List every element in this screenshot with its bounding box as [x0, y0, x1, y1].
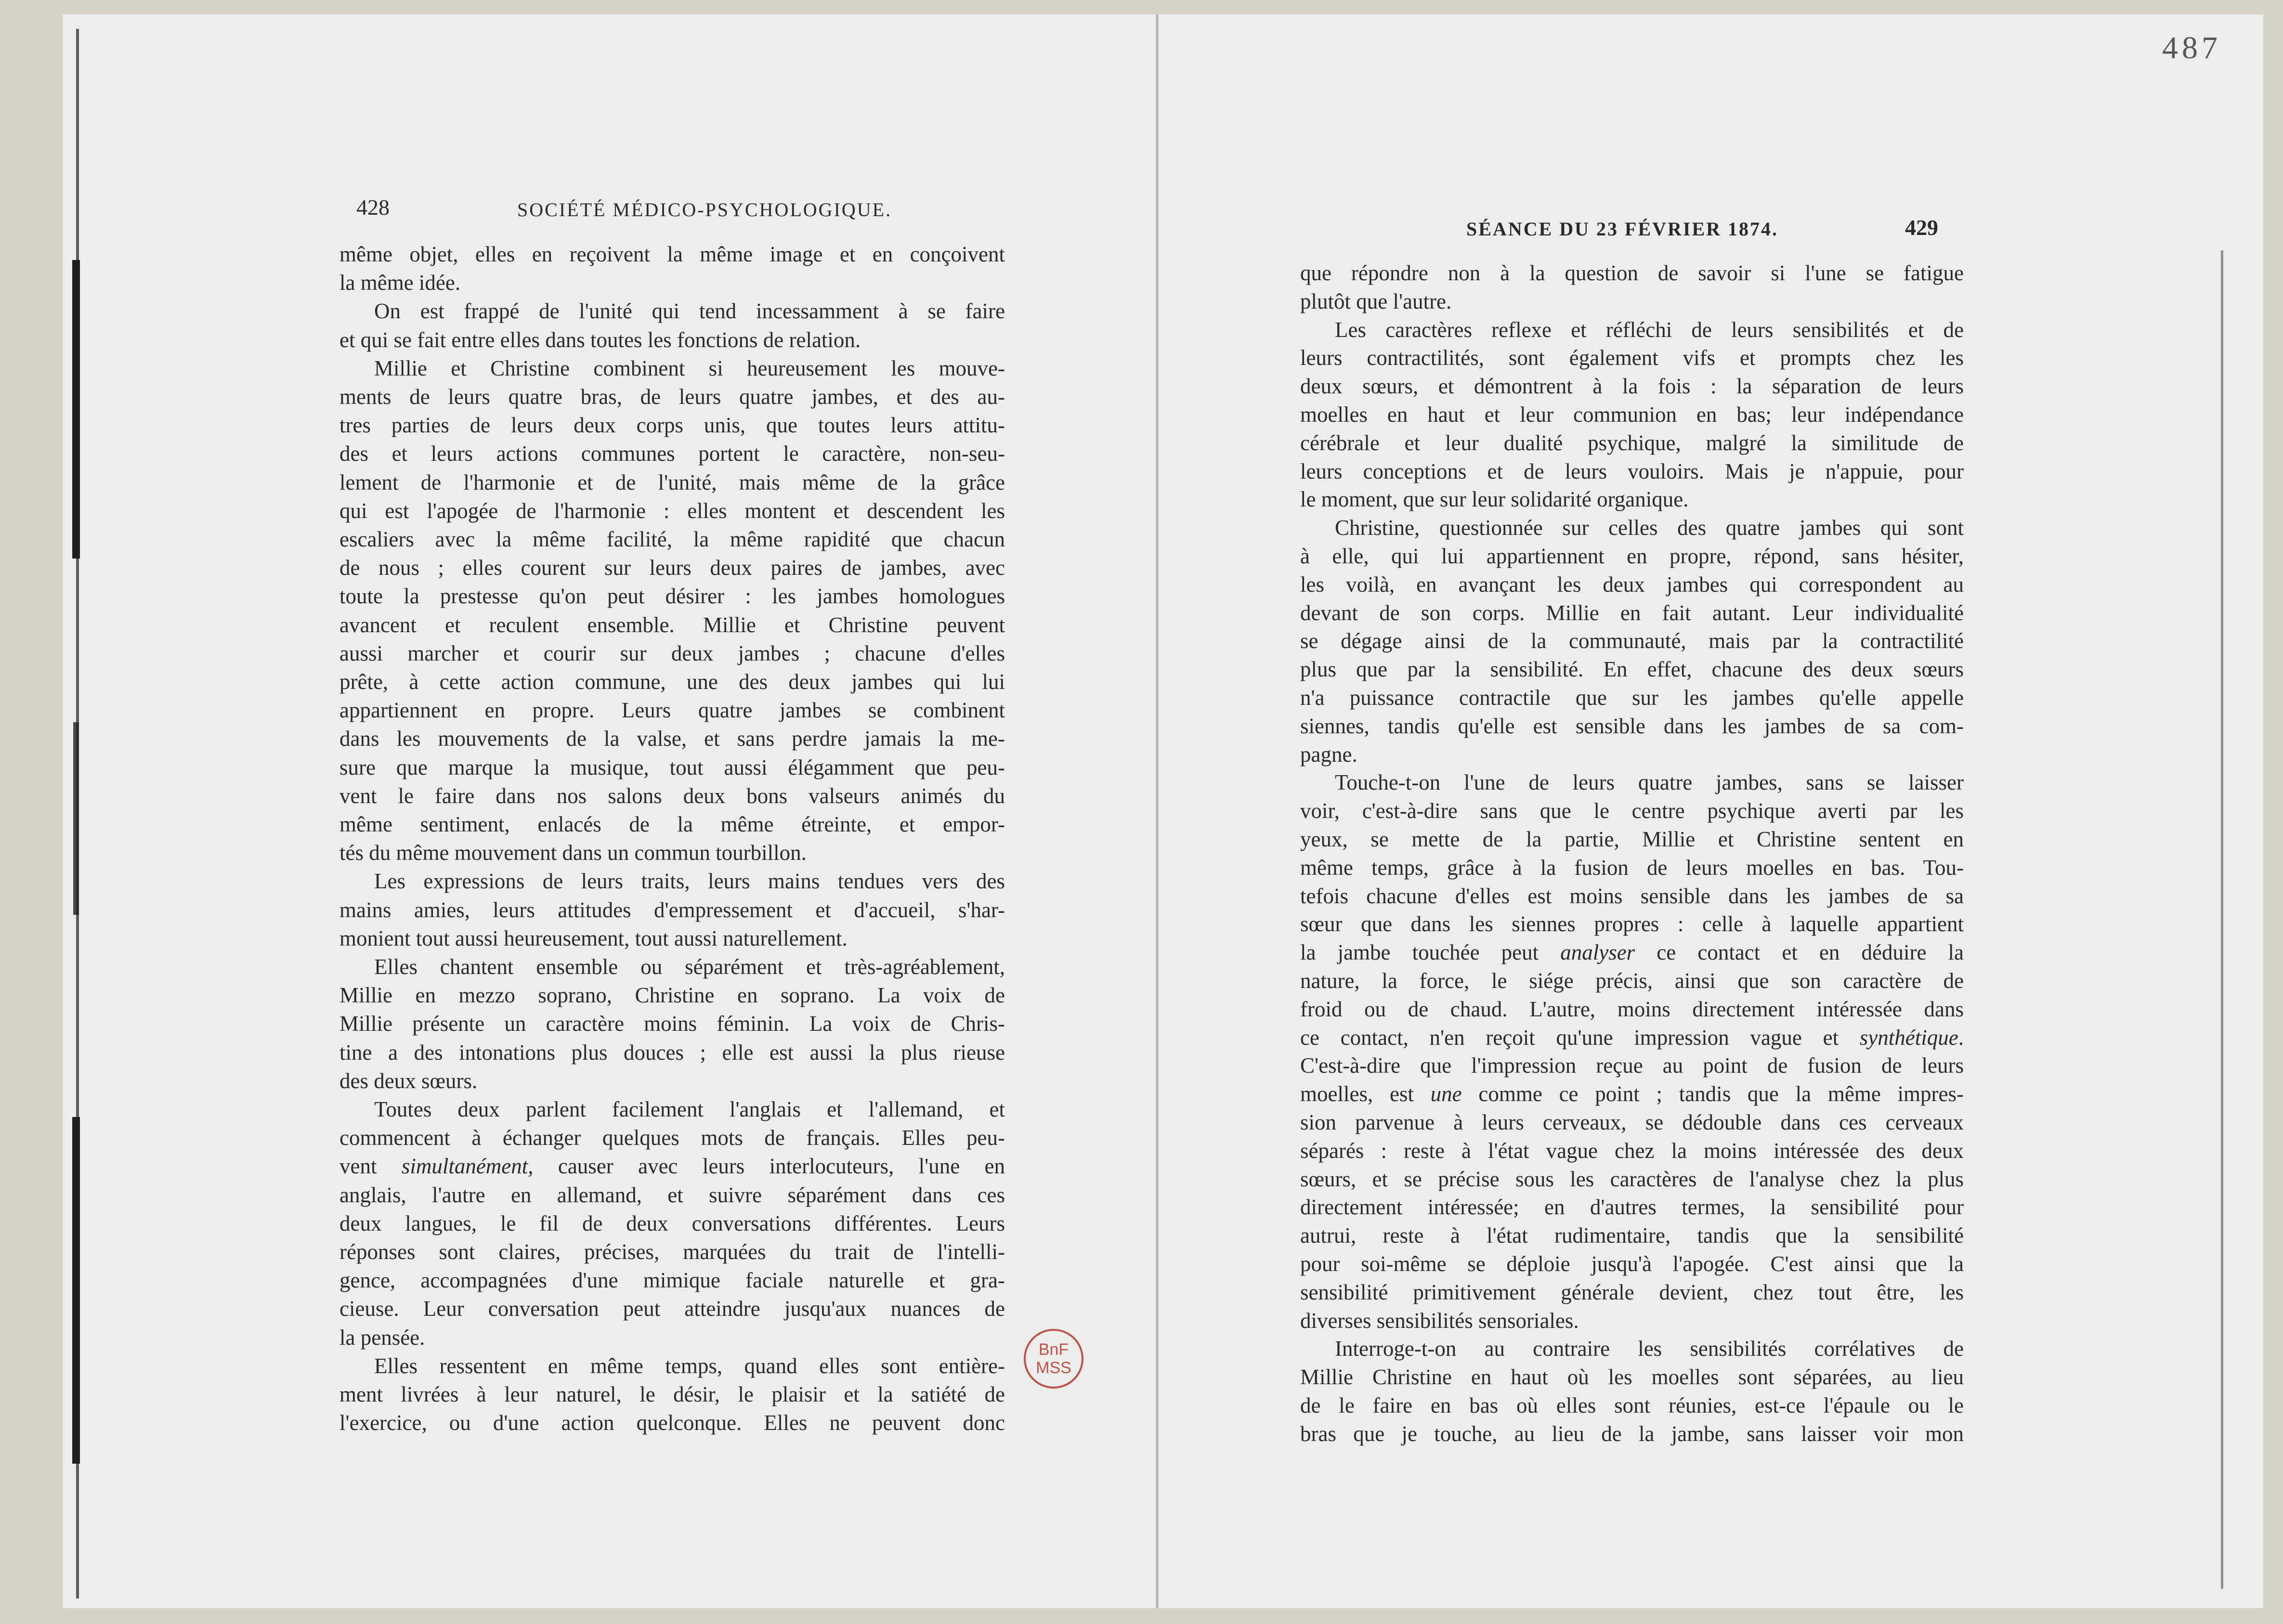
text-line: qui est l'apogée de l'harmonie : elles montent et descendent les — [339, 498, 1005, 523]
text-line: appartiennent en propre. Leurs quatre jambes se combinent — [339, 698, 1005, 723]
text-line: le moment, que sur leur solidarité organique. — [1300, 487, 1689, 512]
text-segment: moelles, est — [1300, 1082, 1431, 1106]
text-line: leurs contractilités, sont également vifs et prompts chez les — [1300, 346, 1964, 370]
right-running-head: SÉANCE DU 23 FÉVRIER 1874. — [1466, 218, 1779, 240]
text-line: Elles chantent ensemble ou séparément et très-agréablement, — [374, 955, 1005, 979]
text-line: des et leurs actions communes portent le caractère, non-seu- — [339, 442, 1005, 466]
scan-edge-artifact — [73, 722, 79, 915]
text-line: Millie en mezzo soprano, Christine en soprano. La voix de — [339, 983, 1005, 1008]
text-line: moelles en haut et leur communion en bas; leur indépendance — [1300, 403, 1964, 427]
text-line: séparés : reste à l'état vague chez la moins intéressée des deux — [1300, 1138, 1964, 1163]
text-line: Millie et Christine combinent si heureusement les mouve- — [374, 356, 1005, 380]
text-line: même objet, elles en reçoivent la même image et en conçoivent — [339, 242, 1005, 266]
text-segment: vent — [339, 1154, 402, 1179]
text-line: diverses sensibilités sensoriales. — [1300, 1308, 1579, 1333]
text-line: pagne. — [1300, 742, 1357, 767]
text-line: monient tout aussi heureusement, tout aussi naturellement. — [339, 926, 848, 950]
text-line: ments de leurs quatre bras, de leurs quatre jambes, et des au- — [339, 385, 1005, 409]
text-line: deux sœurs, et démontrent à la fois : la séparation de leurs — [1300, 374, 1964, 399]
text-line: et qui se fait entre elles dans toutes les fonctions de relation. — [339, 327, 861, 352]
right-page-number: 429 — [1905, 215, 1938, 240]
italic-text: simultanément — [401, 1154, 528, 1179]
text-line: de nous ; elles courent sur leurs deux paires de jambes, avec — [339, 556, 1005, 580]
text-line: tés du même mouvement dans un commun tourbillon. — [339, 841, 807, 865]
text-line: sion parvenue à leurs cerveaux, se dédouble dans ces cerveaux — [1300, 1110, 1964, 1134]
text-line: tine a des intonations plus douces ; elle est aussi la plus rieuse — [339, 1040, 1005, 1065]
text-line: plutôt que l'autre. — [1300, 289, 1452, 313]
text-segment: . — [1958, 1025, 1964, 1050]
text-line — [339, 1156, 1005, 1177]
text-segment: ce contact et en déduire la — [1635, 940, 1964, 965]
text-line: ment livrées à leur naturel, le désir, le plaisir et la satiété de — [339, 1382, 1005, 1406]
text-line: anglais, l'autre en allemand, et suivre séparément dans ces — [339, 1182, 1005, 1207]
text-segment: comme ce point ; tandis que la même impres- — [1461, 1082, 1964, 1106]
text-line: Interroge-t-on au contraire les sensibilités corrélatives de — [1335, 1337, 1964, 1361]
library-stamp — [1024, 1329, 1083, 1389]
stamp-line: BnF — [1038, 1340, 1069, 1359]
italic-text: synthétique — [1859, 1025, 1958, 1050]
text-line: des deux sœurs. — [339, 1068, 478, 1093]
text-line: à elle, qui lui appartiennent en propre, répond, sans hésiter, — [1300, 544, 1964, 568]
text-line: vent le faire dans nos salons deux bons valseurs animés du — [339, 783, 1005, 808]
text-line: dans les mouvements de la valse, et sans perdre jamais la me- — [339, 727, 1005, 751]
text-line — [1300, 1083, 1964, 1105]
text-line: Millie Christine en haut où les moelles sont séparées, au lieu — [1300, 1365, 1964, 1390]
text-line: la pensée. — [339, 1325, 425, 1350]
text-line: se dégage ainsi de la communauté, mais par la contractilité — [1300, 629, 1964, 653]
italic-text: une — [1430, 1082, 1462, 1106]
text-line: directement intéressée; en d'autres termes, la sensibilité pour — [1300, 1195, 1964, 1220]
scan-edge-artifact — [72, 1117, 80, 1464]
text-line: deux langues, le fil de deux conversations différentes. Leurs — [339, 1211, 1005, 1235]
folio-number: 487 — [2162, 30, 2221, 65]
text-line: sœurs, et se précise sous les caractères de l'analyse chez la plus — [1300, 1167, 1964, 1191]
text-line: gence, accompagnées d'une mimique faciale naturelle et gra- — [339, 1268, 1005, 1293]
text-line: prête, à cette action commune, une des deux jambes qui lui — [339, 670, 1005, 694]
text-line: Les expressions de leurs traits, leurs mains tendues vers des — [374, 869, 1005, 894]
text-line — [1300, 1027, 1964, 1049]
text-line: autrui, reste à l'état rudimentaire, tandis que la sensibilité — [1300, 1223, 1964, 1248]
text-segment: , causer avec leurs interlocuteurs, l'une en — [528, 1154, 1005, 1179]
text-line: tefois chacune d'elles est moins sensible dans les jambes de sa — [1300, 883, 1964, 908]
text-line: pour soi-même se déploie jusqu'à l'apogée. C'est ainsi que la — [1300, 1252, 1964, 1276]
text-line: Millie présente un caractère moins féminin. La voix de Chris- — [339, 1012, 1005, 1036]
text-segment: la jambe touchée peut — [1300, 940, 1561, 965]
text-line: que répondre non à la question de savoir si l'une se fatigue — [1300, 261, 1964, 285]
text-line: de le faire en bas où elles sont réunies, est-ce l'épaule ou le — [1300, 1393, 1964, 1417]
left-running-head: SOCIÉTÉ MÉDICO-PSYCHOLOGIQUE. — [517, 199, 892, 221]
text-line: On est frappé de l'unité qui tend incessamment à se faire — [374, 299, 1005, 324]
text-line: sœur que dans les siennes propres : celle à laquelle appartient — [1300, 912, 1964, 936]
text-line: Christine, questionnée sur celles des quatre jambes qui sont — [1335, 516, 1964, 540]
text-line: plus que par la sensibilité. En effet, chacune des deux sœurs — [1300, 657, 1964, 682]
left-page-number: 428 — [356, 195, 390, 220]
text-line: la même idée. — [339, 271, 461, 295]
text-line: nature, la force, le siége précis, ainsi que son caractère de — [1300, 969, 1964, 993]
text-line: Touche-t-on l'une de leurs quatre jambes, sans se laisser — [1335, 770, 1964, 795]
text-segment: ce contact, n'en reçoit qu'une impression vague et — [1300, 1025, 1860, 1050]
text-line: siennes, tandis qu'elle est sensible dans les jambes de sa com- — [1300, 714, 1964, 738]
text-line: devant de son corps. Millie en fait autant. Leur individualité — [1300, 600, 1964, 625]
text-line: toute la prestesse qu'on peut désirer : les jambes homologues — [339, 584, 1005, 609]
text-line: même temps, grâce à la fusion de leurs moelles en bas. Tou- — [1300, 855, 1964, 880]
text-line: bras que je touche, au lieu de la jambe, sans laisser voir mon — [1300, 1421, 1964, 1446]
text-line: yeux, se mette de la partie, Millie et Christine sentent en — [1300, 827, 1964, 851]
text-line: sure que marque la musique, tout aussi élégamment que peu- — [339, 755, 1005, 780]
text-line: cérébrale et leur dualité psychique, malgré la similitude de — [1300, 430, 1964, 455]
text-line: sensibilité primitivement générale devient, chez tout être, les — [1300, 1280, 1964, 1304]
text-line: C'est-à-dire que l'impression reçue au point de fusion de leurs — [1300, 1053, 1964, 1078]
text-line — [1300, 942, 1964, 963]
text-line: escaliers avec la même facilité, la même rapidité que chacun — [339, 527, 1005, 551]
text-line: Les caractères reflexe et réfléchi de leurs sensibilités et de — [1335, 317, 1964, 342]
text-line: avancent et reculent ensemble. Millie et Christine peuvent — [339, 612, 1005, 637]
stamp-line: MSS — [1036, 1359, 1071, 1377]
text-line: lement de l'harmonie et de l'unité, mais même de la grâce — [339, 470, 1005, 494]
center-fold — [1156, 14, 1159, 1608]
text-line: cieuse. Leur conversation peut atteindre jusqu'aux nuances de — [339, 1297, 1005, 1321]
text-line: aussi marcher et courir sur deux jambes ; chacune d'elles — [339, 641, 1005, 665]
text-line: même sentiment, enlacés de la même étreinte, et empor- — [339, 812, 1005, 836]
scan-edge-artifact — [2221, 250, 2223, 1589]
text-line: Toutes deux parlent facilement l'anglais et l'allemand, et — [374, 1097, 1005, 1121]
scan-edge-artifact — [72, 260, 80, 559]
text-line: mains amies, leurs attitudes d'empressement et d'accueil, s'har- — [339, 897, 1005, 922]
text-line: froid ou de chaud. L'autre, moins directement intéressée dans — [1300, 997, 1964, 1021]
text-line: tres parties de leurs deux corps unis, que toutes leurs attitu- — [339, 413, 1005, 438]
text-line: leurs conceptions et de leurs vouloirs. Mais je n'appuie, pour — [1300, 459, 1964, 483]
text-line: les voilà, en avançant les deux jambes qui correspondent au — [1300, 572, 1964, 597]
text-line: n'a puissance contractile que sur les jambes qu'elle appelle — [1300, 686, 1964, 710]
text-line: Elles ressentent en même temps, quand elles sont entière- — [374, 1353, 1005, 1378]
italic-text: analyser — [1560, 940, 1635, 965]
text-line: commencent à échanger quelques mots de français. Elles peu- — [339, 1126, 1005, 1150]
text-line: réponses sont claires, précises, marquées du trait de l'intelli- — [339, 1240, 1005, 1264]
text-line: voir, c'est-à-dire sans que le centre psychique averti par les — [1300, 799, 1964, 823]
text-line: l'exercice, ou d'une action quelconque. Elles ne peuvent donc — [339, 1411, 1005, 1435]
